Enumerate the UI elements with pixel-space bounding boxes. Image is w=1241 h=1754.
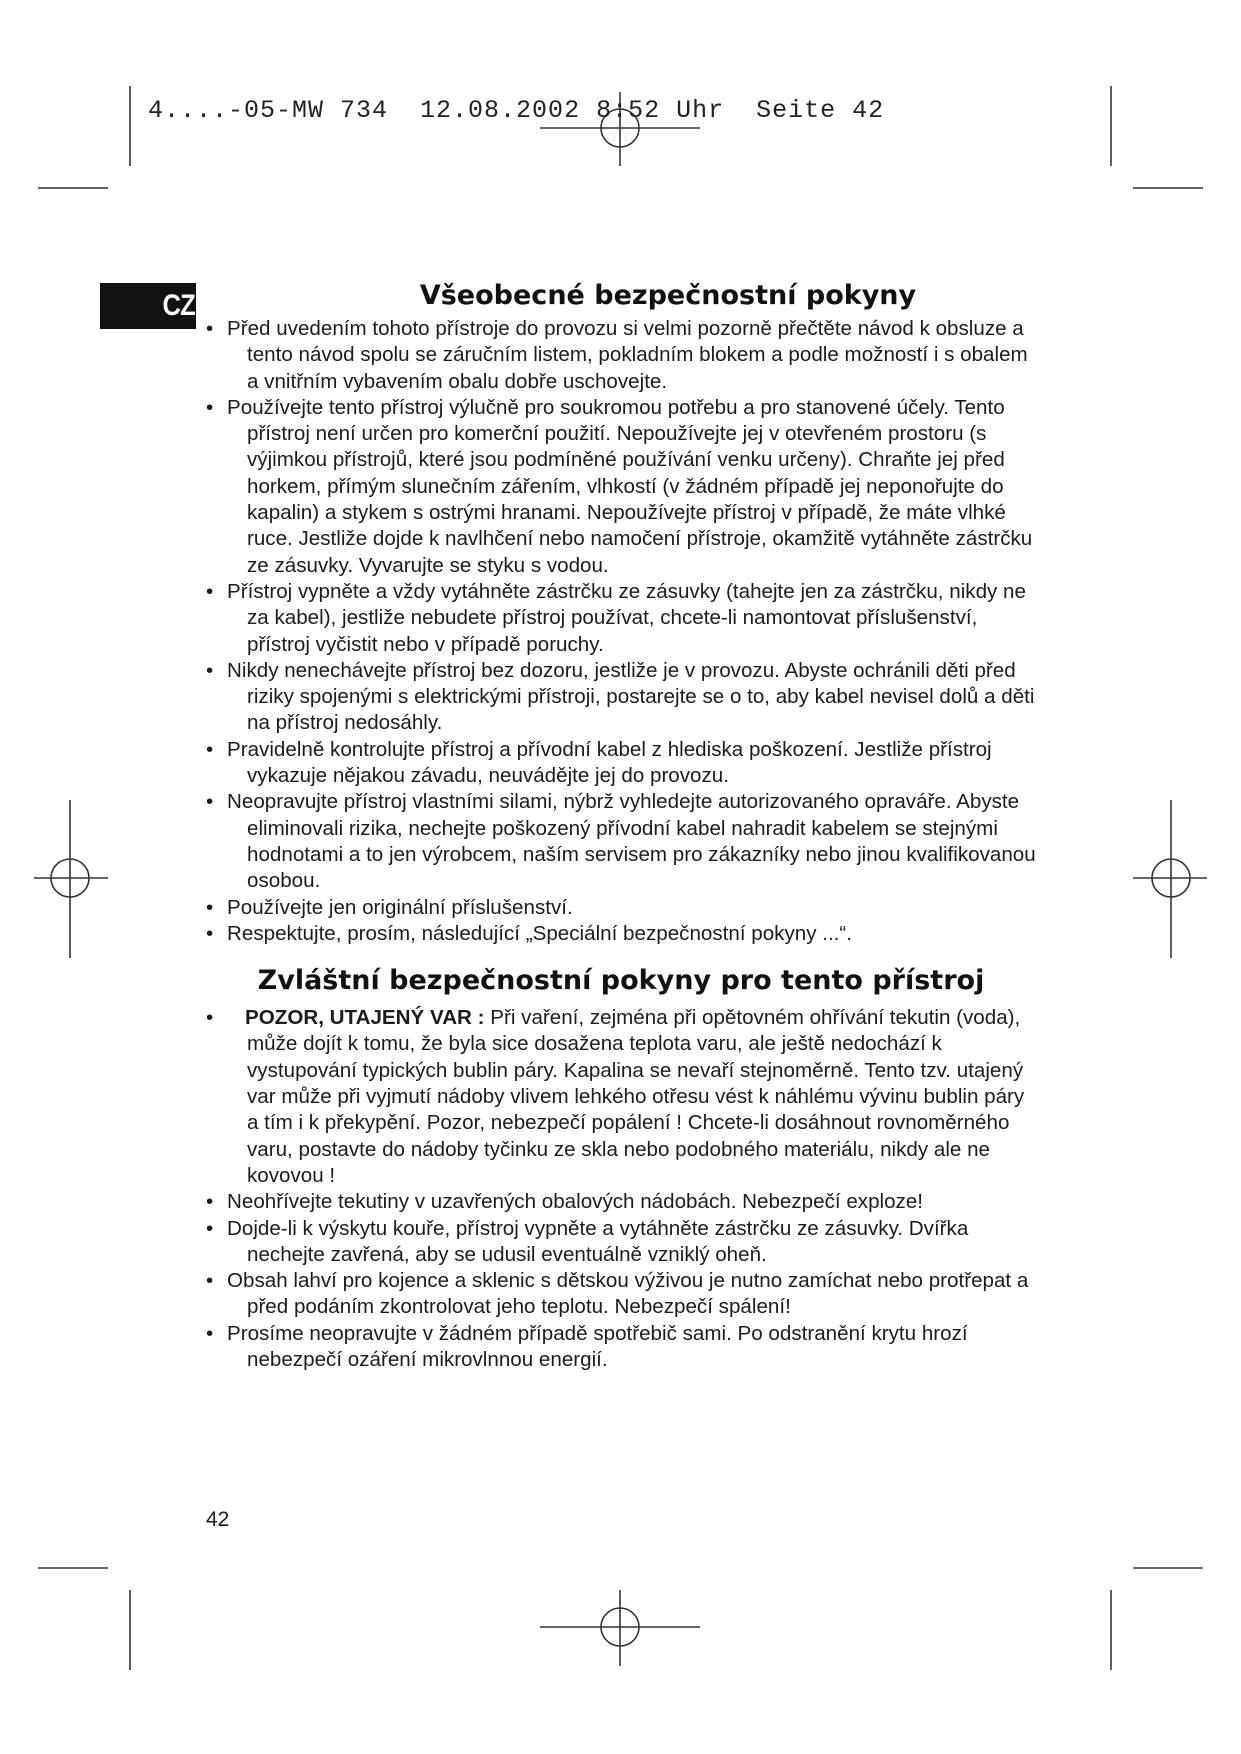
- page-content: [206, 276, 1036, 1373]
- section-title-general-safety: Všeobecné bezpečnostní pokyny: [419, 280, 917, 311]
- print-slug-header: 4....-05-MW 734 12.08.2002 8:52 Uhr Seite 42: [148, 96, 885, 125]
- list-item: • Nikdy nenechávejte přístroj bez dozoru, jestliže je v provozu. Abyste ochránili děti před riziky spojenými s elektrickými přístroji, postarejte se o to, aby kabel nevisel dolů a děti na přístroj nedosáhly.: [206, 658, 1035, 735]
- list-item: • Neopravujte přístroj vlastními silami, nýbrž vyhledejte autorizovaného opraváře. Abyste eliminovali rizika, nechejte poškozený přívodní kabel nahradit kabelem se stejnými hodnotami a to jen výrobcem, naším servisem pro zákazníky nebo jinou kvalifikovanou osobou.: [206, 790, 1036, 893]
- registration-mark-left: [34, 800, 108, 958]
- section-title-special-safety: Zvláštní bezpečnostní pokyny pro tento přístroj: [257, 965, 985, 997]
- list-item: • Pravidelně kontrolujte přístroj a přívodní kabel z hlediska poškození. Jestliže přístroj vykazuje nějakou závadu, neuvádějte jej do provozu.: [206, 737, 992, 788]
- language-tab-label: CZ: [162, 289, 195, 322]
- list-item: • Prosíme neopravujte v žádném případě spotřebič sami. Po odstranění krytu hrozí nebezpečí ozáření mikrovlnnou energií.: [206, 1321, 968, 1371]
- special-safety-list: [206, 1005, 1036, 1373]
- list-item: • Před uvedením tohoto přístroje do provozu si velmi pozorně přečtěte návod k obsluze a tento návod spolu se záručním listem, pokladním blokem a podle možností i s obalem a vnitřním vybavením obalu dobře uschovejte.: [206, 317, 1028, 393]
- list-item-warning: • POZOR, UTAJENÝ VAR : Při vaření, zejména při opětovném ohřívání tekutin (voda), může dojít k tomu, že byla sice dosažena teplota varu, ale ještě nedochází k vystupování typických bublin páry. Kapalina se nevaří stejnoměrně. Tento tzv. utajený var může při vyjmutí nádoby vlivem lehkého otřesu vést k náhlému vývinu bublin páry a tím i k překypění. Pozor, nebezpečí popálení ! Chcete-li dosáhnout rovnoměrného varu, postavte do nádoby tyčinku ze skla nebo podobného materiálu, nikdy ale ne kovovou !: [206, 1006, 1025, 1187]
- list-item: • Obsah lahví pro kojence a sklenic s dětskou výživou je nutno zamíchat nebo protřepat a před podáním zkontrolovat jeho teplotu. Nebezpečí spálení!: [206, 1269, 1029, 1319]
- general-safety-list: [206, 316, 1036, 947]
- list-item: • Neohřívejte tekutiny v uzavřených obalových nádobách. Nebezpečí exploze!: [206, 1190, 924, 1214]
- list-item: • Používejte jen originální příslušenství.: [206, 895, 573, 919]
- registration-mark-bottom: [540, 1590, 700, 1666]
- list-item: • Respektujte, prosím, následující „Speciální bezpečnostní pokyny ...“.: [206, 921, 852, 945]
- list-item: • Používejte tento přístroj výlučně pro soukromou potřebu a pro stanovené účely. Tento přístroj není určen pro komerční použití. Nepoužívejte jej v otevřeném prostoru (s výjimkou přístrojů, které jsou podmíněné používání venku určeny). Chraňte jej před horkem, přímým slunečním zářením, vlhkostí (v žádném případě jej neponořujte do kapalin) a stykem s ostrými hranami. Nepoužívejte přístroj v případě, že máte vlhké ruce. Jestliže dojde k navlhčení nebo namočení přístroje, okamžitě vytáhněte zástrčku ze zásuvky. Vyvarujte se styku s vodou.: [206, 395, 1033, 577]
- language-tab: [100, 283, 196, 329]
- page-number: 42: [206, 1508, 230, 1531]
- list-item: • Přístroj vypněte a vždy vytáhněte zástrčku ze zásuvky (tahejte jen za zástrčku, nikdy ne za kabel), jestliže nebudete přístroj používat, chcete-li namontovat příslušenství, přístroj vyčistit nebo v případě poruchy.: [206, 579, 1026, 656]
- warning-text: Při vaření, zejména při opětovném ohřívání tekutin (voda), může dojít k tomu, že byla sice dosažena teplota varu, ale ještě nedochází k vystupování typických bublin páry. Kapalina se nevaří stejnoměrně. Tento tzv. utajený var může při vyjmutí nádoby vlivem lehkého otřesu vést k náhlému vývinu bublin páry a tím i k překypění. Pozor, nebezpečí popálení ! Chcete-li dosáhnout rovnoměrného varu, postavte do nádoby tyčinku ze skla nebo podobného materiálu, nikdy ale ne kovovou !: [247, 1006, 1025, 1187]
- warning-label: POZOR, UTAJENÝ VAR :: [245, 1006, 485, 1030]
- registration-mark-right: [1133, 800, 1207, 958]
- list-item: • Dojde-li k výskytu kouře, přístroj vypněte a vytáhněte zástrčku ze zásuvky. Dvířka nechejte zavřená, aby se udusil eventuálně vzniklý oheň.: [206, 1216, 969, 1266]
